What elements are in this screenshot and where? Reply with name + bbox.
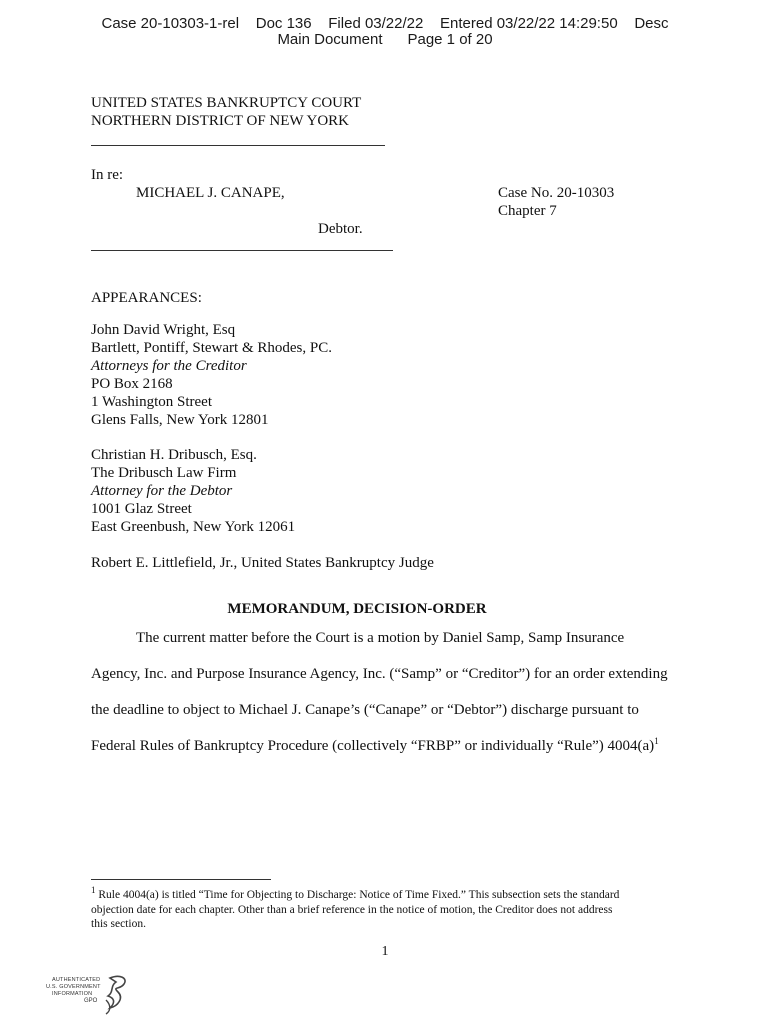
creditor-attorney-name: John David Wright, Esq (91, 322, 236, 338)
creditor-role: Attorneys for the Creditor (91, 358, 247, 374)
seal-line-4: GPO (84, 998, 98, 1004)
footnote-line-2: objection date for each chapter. Other than a brief reference in the notice of motion, the Creditor does not address (91, 904, 613, 916)
memo-title: MEMORANDUM, DECISION-ORDER (227, 601, 487, 617)
footnote-line-3: this section. (91, 918, 146, 930)
memo-line-2: Agency, Inc. and Purpose Insurance Agency, Inc. (“Samp” or “Creditor”) for an order extending (91, 666, 668, 682)
gpo-authentication-seal (40, 972, 130, 1016)
court-district: NORTHERN DISTRICT OF NEW YORK (91, 113, 349, 129)
debtor-firm: The Dribusch Law Firm (91, 465, 237, 481)
memo-line-1: The current matter before the Court is a motion by Daniel Samp, Samp Insurance (136, 630, 625, 646)
footnote-line-1 (91, 885, 620, 902)
creditor-address-1: PO Box 2168 (91, 376, 173, 392)
debtor-address-2: East Greenbush, New York 12061 (91, 519, 296, 535)
in-re-label: In re: (91, 167, 124, 183)
ecf-header-line2: Main Document Page 1 of 20 (277, 31, 493, 48)
debtor-address-1: 1001 Glaz Street (91, 501, 192, 517)
debtor-role: Attorney for the Debtor (91, 483, 233, 499)
seal-line-3: INFORMATION (52, 991, 93, 997)
debtor-attorney-name: Christian H. Dribusch, Esq. (91, 447, 257, 463)
memo-line-4-text: Federal Rules of Bankruptcy Procedure (collectively “FRBP” or individually “Rule”) 4004(a) (91, 738, 655, 754)
creditor-address-2: 1 Washington Street (91, 394, 213, 410)
case-number: Case No. 20-10303 (498, 185, 615, 201)
chapter: Chapter 7 (498, 203, 557, 219)
memo-line-4 (91, 738, 659, 755)
footnote-text-1: Rule 4004(a) is titled “Time for Objecting to Discharge: Notice of Time Fixed.” This subsection sets the standard (98, 889, 620, 901)
memo-line-3: the deadline to object to Michael J. Canape’s (“Canape” or “Debtor”) discharge pursuant to (91, 702, 639, 718)
debtor-name: MICHAEL J. CANAPE, (136, 185, 285, 201)
footnote-reference[interactable]: 1 (654, 736, 659, 746)
caption-divider-top (91, 145, 385, 146)
ecf-header-line1: Case 20-10303-1-rel Doc 136 Filed 03/22/22 Entered 03/22/22 14:29:50 Desc (101, 15, 669, 32)
appearances-heading: APPEARANCES: (91, 290, 202, 306)
judge-line: Robert E. Littlefield, Jr., United States Bankruptcy Judge (91, 555, 434, 571)
caption-divider-bottom (91, 250, 393, 251)
debtor-label: Debtor. (318, 221, 363, 237)
creditor-firm: Bartlett, Pontiff, Stewart & Rhodes, PC. (91, 340, 332, 356)
footnote-divider (91, 879, 271, 880)
seal-line-2: U.S. GOVERNMENT (46, 984, 101, 990)
creditor-address-3: Glens Falls, New York 12801 (91, 412, 269, 428)
page-number: 1 (381, 944, 389, 959)
seal-line-1: AUTHENTICATED (52, 977, 101, 983)
footnote-marker: 1 (91, 885, 96, 896)
court-name: UNITED STATES BANKRUPTCY COURT (91, 95, 362, 111)
